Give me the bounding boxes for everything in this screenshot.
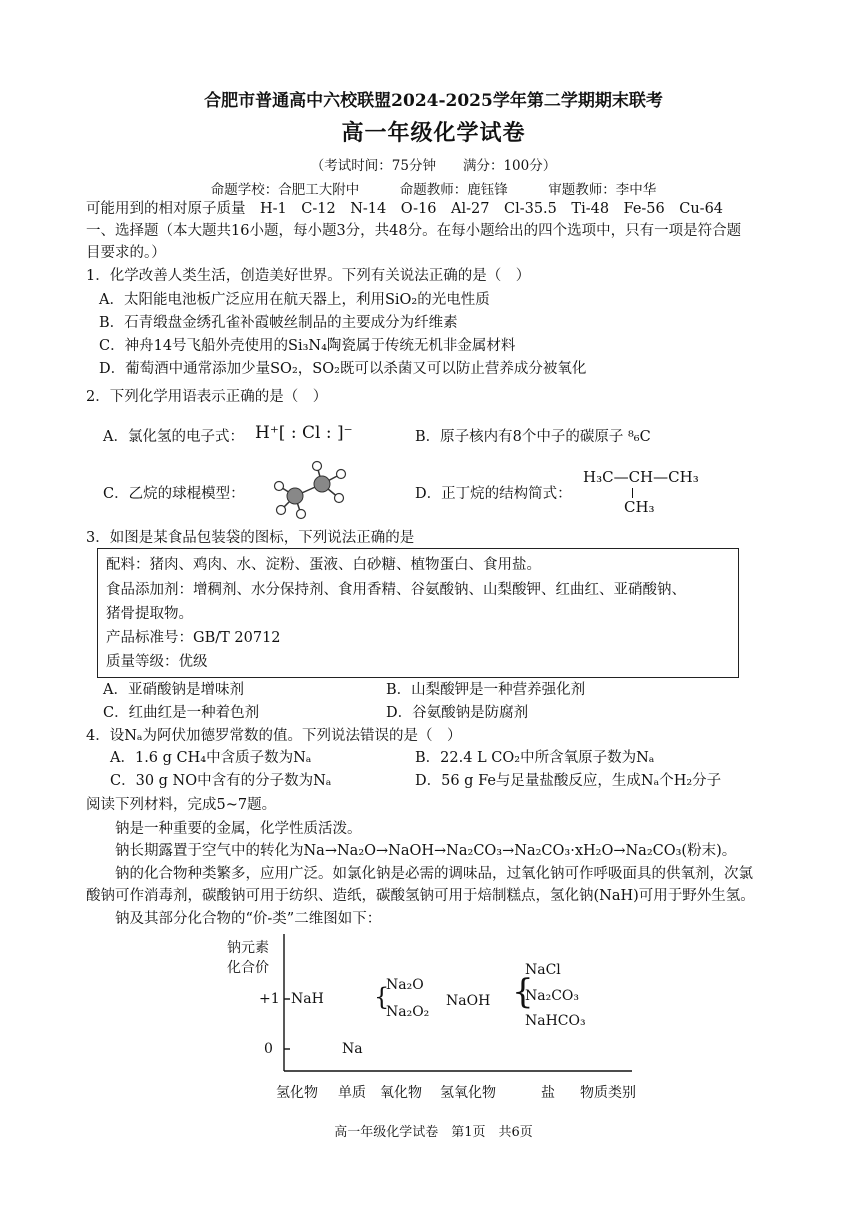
exam-authors: 命题学校：合肥工大附中 命题教师：鹿钰锋 审题教师：李中华 [210, 182, 657, 198]
chart-point-na: Na [342, 1041, 363, 1057]
section1-line1: 一、选择题（本大题共16小题，每小题3分，共48分。在每小题给出的四个选项中，只有一项是符合题 [86, 223, 742, 239]
q1-stem: 1．化学改善人类生活，创造美好世界。下列有关说法正确的是（ ） [86, 268, 531, 284]
material-p3-line1: 钠的化合物种类繁多，应用广泛。如氯化钠是必需的调味品，过氧化钠可作呼吸面具的供氧剂，次氯 [115, 866, 753, 882]
q4-option-a: A．1.6 g CH₄中含质子数为Nₐ [110, 750, 312, 766]
material-p3-line2: 酸钠可作消毒剂，碳酸钠可用于纺织、造纸，碳酸氢钠可用于焙制糕点，氢化钠(NaH)可用于野外生氢。 [86, 888, 755, 904]
chart-category-hydroxide: 氢氧化物 [440, 1085, 496, 1101]
food-label-additives-cont: 猪骨提取物。 [106, 606, 193, 622]
q4-stem: 4．设Nₐ为阿伏加德罗常数的值。下列说法错误的是（ ） [86, 728, 462, 744]
q3-option-b: B．山梨酸钾是一种营养强化剂 [386, 682, 586, 698]
chart-ylabel-line2: 化合价 [227, 960, 269, 976]
exam-title: 合肥市普通高中六校联盟2024-2025学年第二学期期末联考 [204, 91, 663, 111]
chart-category-element: 单质 [338, 1085, 366, 1101]
chart-ytick-0: 0 [264, 1041, 273, 1057]
chart-point-na2o: Na₂O [386, 977, 424, 993]
q2-option-b: B．原子核内有8个中子的碳原子 ⁸₆C [415, 429, 651, 445]
q1-option-b: B．石青缎盘金绣孔雀补霞帔丝制品的主要成分为纤维素 [99, 315, 458, 331]
chart-category-oxide: 氧化物 [380, 1085, 422, 1101]
atomic-masses: 可能用到的相对原子质量 H-1 C-12 N-14 O-16 Al-27 Cl-35.5 Ti-48 Fe-56 Cu-64 [86, 201, 724, 217]
q3-stem: 3．如图是某食品包装袋的图标，下列说法正确的是 [86, 530, 415, 546]
chart-ytick-plus1: +1 [259, 991, 280, 1007]
q1-option-a: A．太阳能电池板广泛应用在航天器上，利用SiO₂的光电性质 [99, 292, 490, 308]
chart-brace-oxide: { [374, 983, 390, 1011]
food-label-standard: 产品标准号：GB/T 20712 [106, 630, 281, 646]
chart-category-hydride: 氢化物 [276, 1085, 318, 1101]
q2-option-d-label: D．正丁烷的结构简式： [415, 486, 572, 502]
q2-option-c-label: C．乙烷的球棍模型： [103, 486, 245, 502]
q1-option-d: D．葡萄酒中通常添加少量SO₂，SO₂既可以杀菌又可以防止营养成分被氧化 [99, 361, 587, 377]
q2-option-a-label: A．氯化氢的电子式： [103, 429, 244, 445]
material-p1: 钠是一种重要的金属，化学性质活泼。 [115, 821, 362, 837]
chart-brace-salt: { [512, 972, 534, 1012]
chart-point-nahco3: NaHCO₃ [525, 1013, 586, 1029]
q3-option-c: C．红曲红是一种着色剂 [103, 705, 260, 721]
q1-option-c: C．神舟14号飞船外壳使用的Si₃N₄陶瓷属于传统无机非金属材料 [99, 338, 516, 354]
chart-point-naoh: NaOH [446, 993, 491, 1009]
chart-ylabel-line1: 钠元素 [227, 940, 269, 956]
q4-option-d: D．56 g Fe与足量盐酸反应，生成Nₐ个H₂分子 [415, 773, 722, 789]
q2-option-d-formula-top: H₃C—CH—CH₃ [583, 468, 699, 486]
food-label-ingredients: 配料：猪肉、鸡肉、水、淀粉、蛋液、白砂糖、植物蛋白、食用盐。 [106, 557, 541, 573]
exam-info: （考试时间：75分钟 满分：100分） [310, 158, 557, 174]
q2-option-d-formula-bottom: CH₃ [624, 498, 655, 516]
q3-option-d: D．谷氨酸钠是防腐剂 [386, 705, 529, 721]
chart-xlabel: 物质类别 [580, 1085, 636, 1101]
exam-subtitle: 高一年级化学试卷 [341, 120, 526, 146]
ethane-ball-stick-model [265, 460, 355, 520]
q4-option-c: C．30 g NO中含有的分子数为Nₐ [110, 773, 332, 789]
page-footer: 高一年级化学试卷 第1页 共6页 [334, 1125, 533, 1140]
chart-point-nah: NaH [291, 991, 324, 1007]
material-intro: 阅读下列材料，完成5~7题。 [86, 797, 277, 813]
q4-option-b: B．22.4 L CO₂中所含氧原子数为Nₐ [415, 750, 655, 766]
q3-option-a: A．亚硝酸钠是增味剂 [103, 682, 244, 698]
chart-point-na2co3: Na₂CO₃ [525, 988, 580, 1004]
q2-stem: 2．下列化学用语表示正确的是（ ） [86, 389, 328, 405]
material-p2: 钠长期露置于空气中的转化为Na→Na₂O→NaOH→Na₂CO₃→Na₂CO₃·xH₂O→Na₂CO₃(粉末)。 [115, 843, 737, 859]
food-label-additives: 食品添加剂：增稠剂、水分保持剂、食用香精、谷氨酸钠、山梨酸钾、红曲红、亚硝酸钠、 [106, 582, 686, 598]
chart-category-salt: 盐 [541, 1085, 555, 1101]
material-p4: 钠及其部分化合物的“价-类”二维图如下： [115, 911, 382, 927]
food-label-grade: 质量等级：优级 [106, 654, 208, 670]
chart-point-na2o2: Na₂O₂ [386, 1004, 430, 1020]
chart-point-nacl: NaCl [525, 962, 561, 978]
section1-line2: 目要求的。） [86, 245, 166, 261]
q2-option-a-formula: H⁺[ : Cl : ]⁻ [255, 423, 353, 443]
